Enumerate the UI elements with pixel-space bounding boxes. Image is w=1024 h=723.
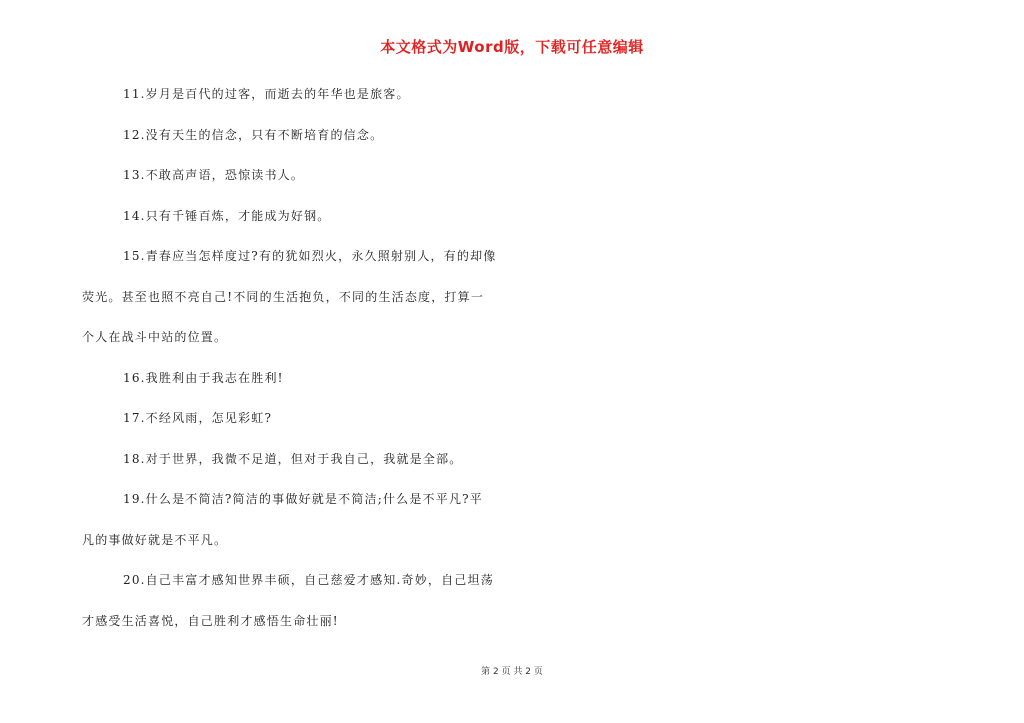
paragraph-line: 18.对于世界，我微不足道，但对于我自己，我就是全部。 <box>123 451 463 466</box>
document-header-banner: 本文格式为Word版，下载可任意编辑 <box>380 38 644 56</box>
paragraph-line: 11.岁月是百代的过客，而逝去的年华也是旅客。 <box>123 87 410 101</box>
paragraph-line: 个人在战斗中站的位置。 <box>82 330 228 344</box>
paragraph-line: 13.不敢高声语，恐惊读书人。 <box>123 168 305 182</box>
document-body <box>82 84 507 651</box>
page-number-footer: 第 2 页 共 2 页 <box>481 667 543 677</box>
paragraph-line: 15.青春应当怎样度过?有的犹如烈火，永久照射别人，有的却像 <box>123 249 497 263</box>
paragraph-line: 19.什么是不简洁?简洁的事做好就是不简洁;什么是不平凡?平 <box>123 492 483 506</box>
paragraph-line: 12.没有天生的信念，只有不断培育的信念。 <box>123 127 384 142</box>
paragraph-line: 荧光。甚至也照不亮自己!不同的生活抱负，不同的生活态度，打算一 <box>82 289 485 304</box>
paragraph-line: 凡的事做好就是不平凡。 <box>82 532 228 547</box>
paragraph-line: 才感受生活喜悦，自己胜利才感悟生命壮丽! <box>82 613 339 628</box>
paragraph-line: 20.自己丰富才感知世界丰硕，自己慈爱才感知.奇妙，自己坦荡 <box>123 573 494 587</box>
paragraph-line: 14.只有千锤百炼，才能成为好钢。 <box>123 208 331 223</box>
paragraph-line: 16.我胜利由于我志在胜利! <box>123 370 284 385</box>
paragraph-line: 17.不经风雨，怎见彩虹? <box>123 411 273 425</box>
